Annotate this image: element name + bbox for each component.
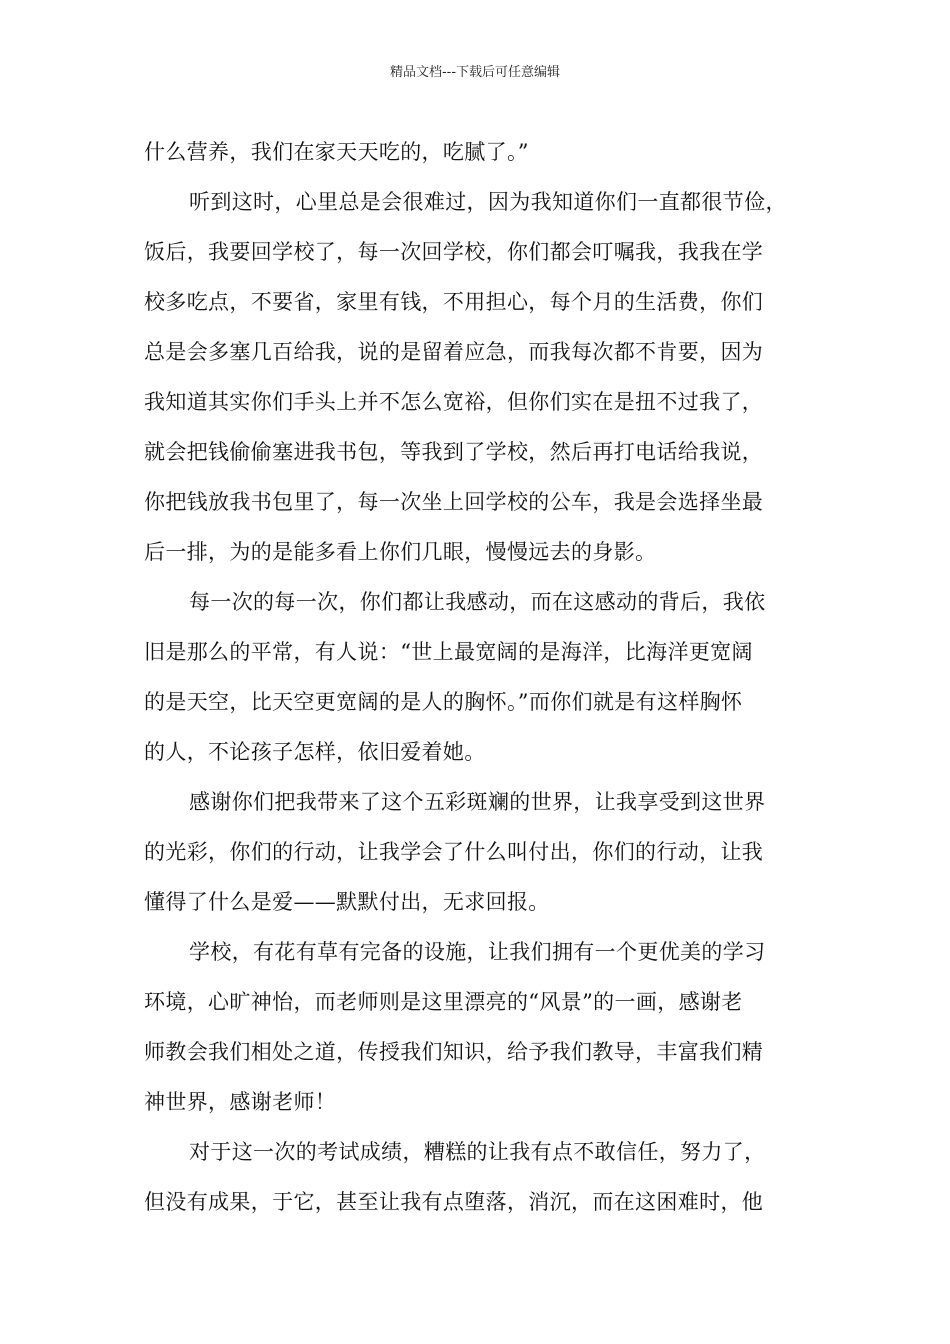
text-line: 感谢你们把我带来了这个五彩斑斓的世界，让我享受到这世界 <box>189 790 766 814</box>
text-line: 神世界，感谢老师！ <box>144 1090 337 1114</box>
text-line: 旧是那么的平常，有人说：“世上最宽阔的是海洋，比海洋更宽阔 <box>144 640 753 664</box>
text-line: 什么营养，我们在家天天吃的，吃腻了。” <box>144 140 529 164</box>
text-line: 师教会我们相处之道，传授我们知识，给予我们教导，丰富我们精 <box>144 1040 764 1064</box>
text-line: 饭后，我要回学校了，每一次回学校，你们都会叮嘱我，我我在学 <box>144 240 764 264</box>
document-body <box>144 127 816 1227</box>
text-line: 总是会多塞几百给我，说的是留着应急，而我每次都不肯要，因为 <box>144 340 764 364</box>
page-header: 精品文档---下载后可任意编辑 <box>389 65 561 80</box>
text-line: 你把钱放我书包里了，每一次坐上回学校的公车，我是会选择坐最 <box>144 490 764 514</box>
text-line: 的光彩，你们的行动，让我学会了什么叫付出，你们的行动，让我 <box>144 840 764 864</box>
text-line: 懂得了什么是爱——默默付出，无求回报。 <box>144 890 550 914</box>
text-line: 但没有成果，于它，甚至让我有点堕落，消沉，而在这困难时，他 <box>144 1190 764 1214</box>
text-line: 校多吃点，不要省，家里有钱，不用担心，每个月的生活费，你们 <box>144 290 764 314</box>
text-line: 的人，不论孩子怎样，依旧爱着她。 <box>144 740 486 764</box>
text-line: 对于这一次的考试成绩，糟糕的让我有点不敢信任，努力了， <box>189 1140 766 1164</box>
text-line: 听到这时，心里总是会很难过，因为我知道你们一直都很节俭， <box>189 190 787 214</box>
text-line: 每一次的每一次，你们都让我感动，而在这感动的背后，我依 <box>189 590 766 614</box>
text-line: 后一排，为的是能多看上你们几眼，慢慢远去的身影。 <box>144 540 657 564</box>
text-line: 学校，有花有草有完备的设施，让我们拥有一个更优美的学习 <box>189 940 766 964</box>
text-line: 就会把钱偷偷塞进我书包，等我到了学校，然后再打电话给我说， <box>144 440 764 464</box>
text-line: 环境，心旷神怡，而老师则是这里漂亮的“风景”的一画，感谢老 <box>144 990 743 1014</box>
text-line: 的是天空，比天空更宽阔的是人的胸怀。”而你们就是有这样胸怀 <box>144 690 743 714</box>
text-line: 我知道其实你们手头上并不怎么宽裕，但你们实在是扭不过我了， <box>144 390 764 414</box>
